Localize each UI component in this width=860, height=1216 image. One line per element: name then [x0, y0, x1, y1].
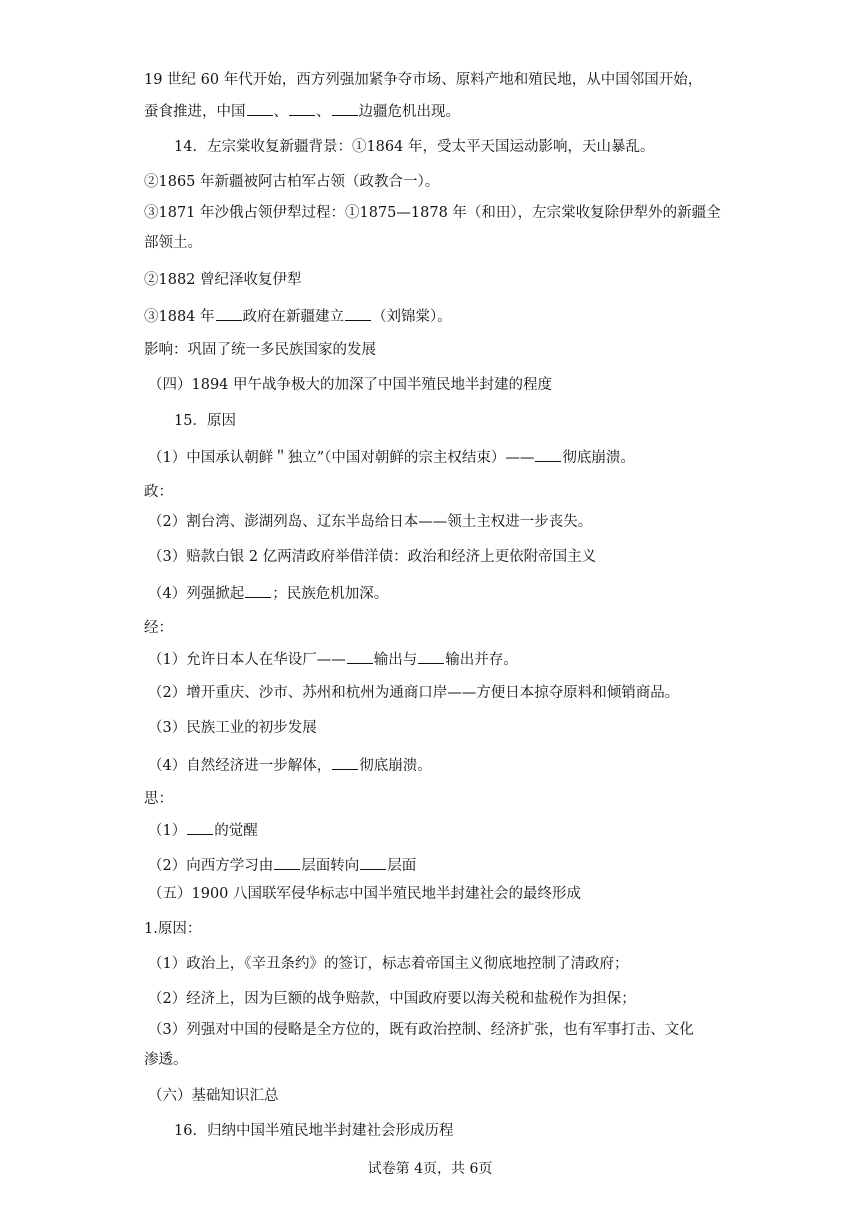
text-segment: 彻底崩溃。	[359, 758, 432, 774]
text-line	[148, 955, 728, 973]
text-segment: （1）政治上，《辛丑条约》的签订，标志着帝国主义彻底地控制了清政府；	[148, 956, 629, 972]
text-segment: 政：	[144, 484, 173, 500]
text-segment: （4）自然经济进一步解体，	[148, 758, 332, 774]
text-segment: 经：	[144, 620, 173, 636]
fill-in-blank	[360, 855, 386, 870]
text-segment: （4）列强掀起	[148, 586, 245, 602]
text-segment: （六）基础知识汇总	[148, 1088, 279, 1104]
fill-in-blank	[289, 101, 315, 116]
text-segment: （2）向西方学习由	[148, 858, 274, 874]
text-line	[144, 271, 724, 289]
text-segment: 影响：巩固了统一多民族国家的发展	[144, 342, 376, 358]
text-line	[148, 719, 728, 737]
text-segment: 政府在新疆建立	[242, 309, 345, 325]
text-line	[144, 306, 724, 326]
text-segment: ②1865 年新疆被阿古柏军占领（政教合一）。	[144, 174, 440, 190]
text-line	[144, 920, 724, 938]
page-footer: 试卷第 4页，共 6页	[367, 1161, 493, 1177]
text-line	[148, 548, 728, 566]
text-segment: 16．归纳中国半殖民地半封建社会形成历程	[174, 1123, 454, 1139]
fill-in-blank	[187, 820, 213, 835]
text-segment: ；民族危机加深。	[272, 586, 389, 602]
text-line	[144, 1051, 724, 1069]
text-line	[148, 820, 728, 840]
text-segment: （2）割台湾、澎湖列岛、辽东半岛给日本——领土主权进一步丧失。	[148, 514, 593, 530]
fill-in-blank	[332, 755, 358, 770]
text-segment: （3）赔款白银 2 亿两清政府举借洋债：政治和经济上更依附帝国主义	[148, 549, 597, 565]
text-line	[144, 173, 724, 191]
text-line	[148, 513, 728, 531]
text-segment: （五）1900 八国联军侵华标志中国半殖民地半封建社会的最终形成	[148, 886, 582, 902]
text-line	[148, 855, 728, 875]
text-segment: （1）中国承认朝鲜＂独立”（中国对朝鲜的宗主权结束）——	[148, 450, 535, 466]
text-line	[148, 1021, 728, 1039]
text-segment: ③1884 年	[144, 309, 215, 325]
text-segment: 部领土。	[144, 235, 202, 251]
text-segment: （刘锦棠）。	[372, 309, 452, 325]
fill-in-blank	[332, 101, 358, 116]
text-line	[148, 447, 728, 467]
text-line	[144, 790, 724, 808]
text-line	[174, 1122, 754, 1140]
fill-in-blank	[216, 306, 242, 321]
text-segment: （2）增开重庆、沙市、苏州和杭州为通商口岸——方便日本掠夺原料和倾销商品。	[148, 685, 680, 701]
text-line	[144, 483, 724, 501]
text-segment: （3）列强对中国的侵略是全方位的，既有政治控制、经济扩张，也有军事打击、文化	[148, 1022, 694, 1038]
text-segment: （1）	[148, 823, 187, 839]
text-segment: 层面转向	[301, 858, 360, 874]
fill-in-blank	[418, 649, 444, 664]
text-segment: 渗透。	[144, 1052, 188, 1068]
text-segment: 彻底崩溃。	[562, 450, 635, 466]
text-line	[144, 234, 724, 252]
text-line	[144, 341, 724, 359]
text-segment: 、	[316, 104, 331, 120]
text-segment: ②1882 曾纪泽收复伊犁	[144, 272, 302, 288]
text-line	[144, 101, 724, 121]
text-line	[148, 684, 728, 702]
text-segment: ③1871 年沙俄占领伊犁过程：①1875—1878 年（和田），左宗棠收复除伊犁外的新疆全	[144, 205, 721, 221]
fill-in-blank	[274, 855, 300, 870]
text-segment: 输出并存。	[445, 652, 518, 668]
text-line	[148, 649, 728, 669]
text-segment: 、	[273, 104, 288, 120]
text-segment: 思：	[144, 791, 173, 807]
fill-in-blank	[347, 649, 373, 664]
text-segment: 15．原因	[174, 413, 236, 429]
text-segment: 14．左宗棠收复新疆背景：①1864 年，受太平天国运动影响，天山暴乱。	[174, 139, 655, 155]
text-line	[148, 1087, 728, 1105]
text-segment: 蚕食推进，中国	[144, 104, 246, 120]
text-line	[174, 412, 754, 430]
fill-in-blank	[535, 447, 561, 462]
text-segment: 19 世纪 60 年代开始，西方列强加紧争夺市场、原料产地和殖民地，从中国邻国开始，	[144, 72, 703, 88]
text-line	[148, 376, 728, 394]
text-segment: 输出与	[373, 652, 418, 668]
text-segment: 边疆危机出现。	[358, 104, 460, 120]
text-segment: （1）允许日本人在华设厂——	[148, 652, 346, 668]
text-line	[144, 619, 724, 637]
text-segment: （四）1894 甲午战争极大的加深了中国半殖民地半封建的程度	[148, 377, 553, 393]
text-line	[174, 138, 754, 156]
text-segment: 1.原因：	[144, 921, 202, 937]
fill-in-blank	[245, 583, 271, 598]
text-line	[148, 755, 728, 775]
text-segment: （3）民族工业的初步发展	[148, 720, 317, 736]
text-segment: 的觉醒	[214, 823, 258, 839]
text-line	[148, 990, 728, 1008]
text-segment: 层面	[387, 858, 417, 874]
text-line	[148, 583, 728, 603]
text-segment: （2）经济上，因为巨额的战争赔款，中国政府要以海关税和盐税作为担保；	[148, 991, 636, 1007]
fill-in-blank	[247, 101, 273, 116]
fill-in-blank	[345, 306, 371, 321]
text-line	[144, 71, 724, 89]
text-line	[144, 204, 724, 222]
text-line	[148, 885, 728, 903]
